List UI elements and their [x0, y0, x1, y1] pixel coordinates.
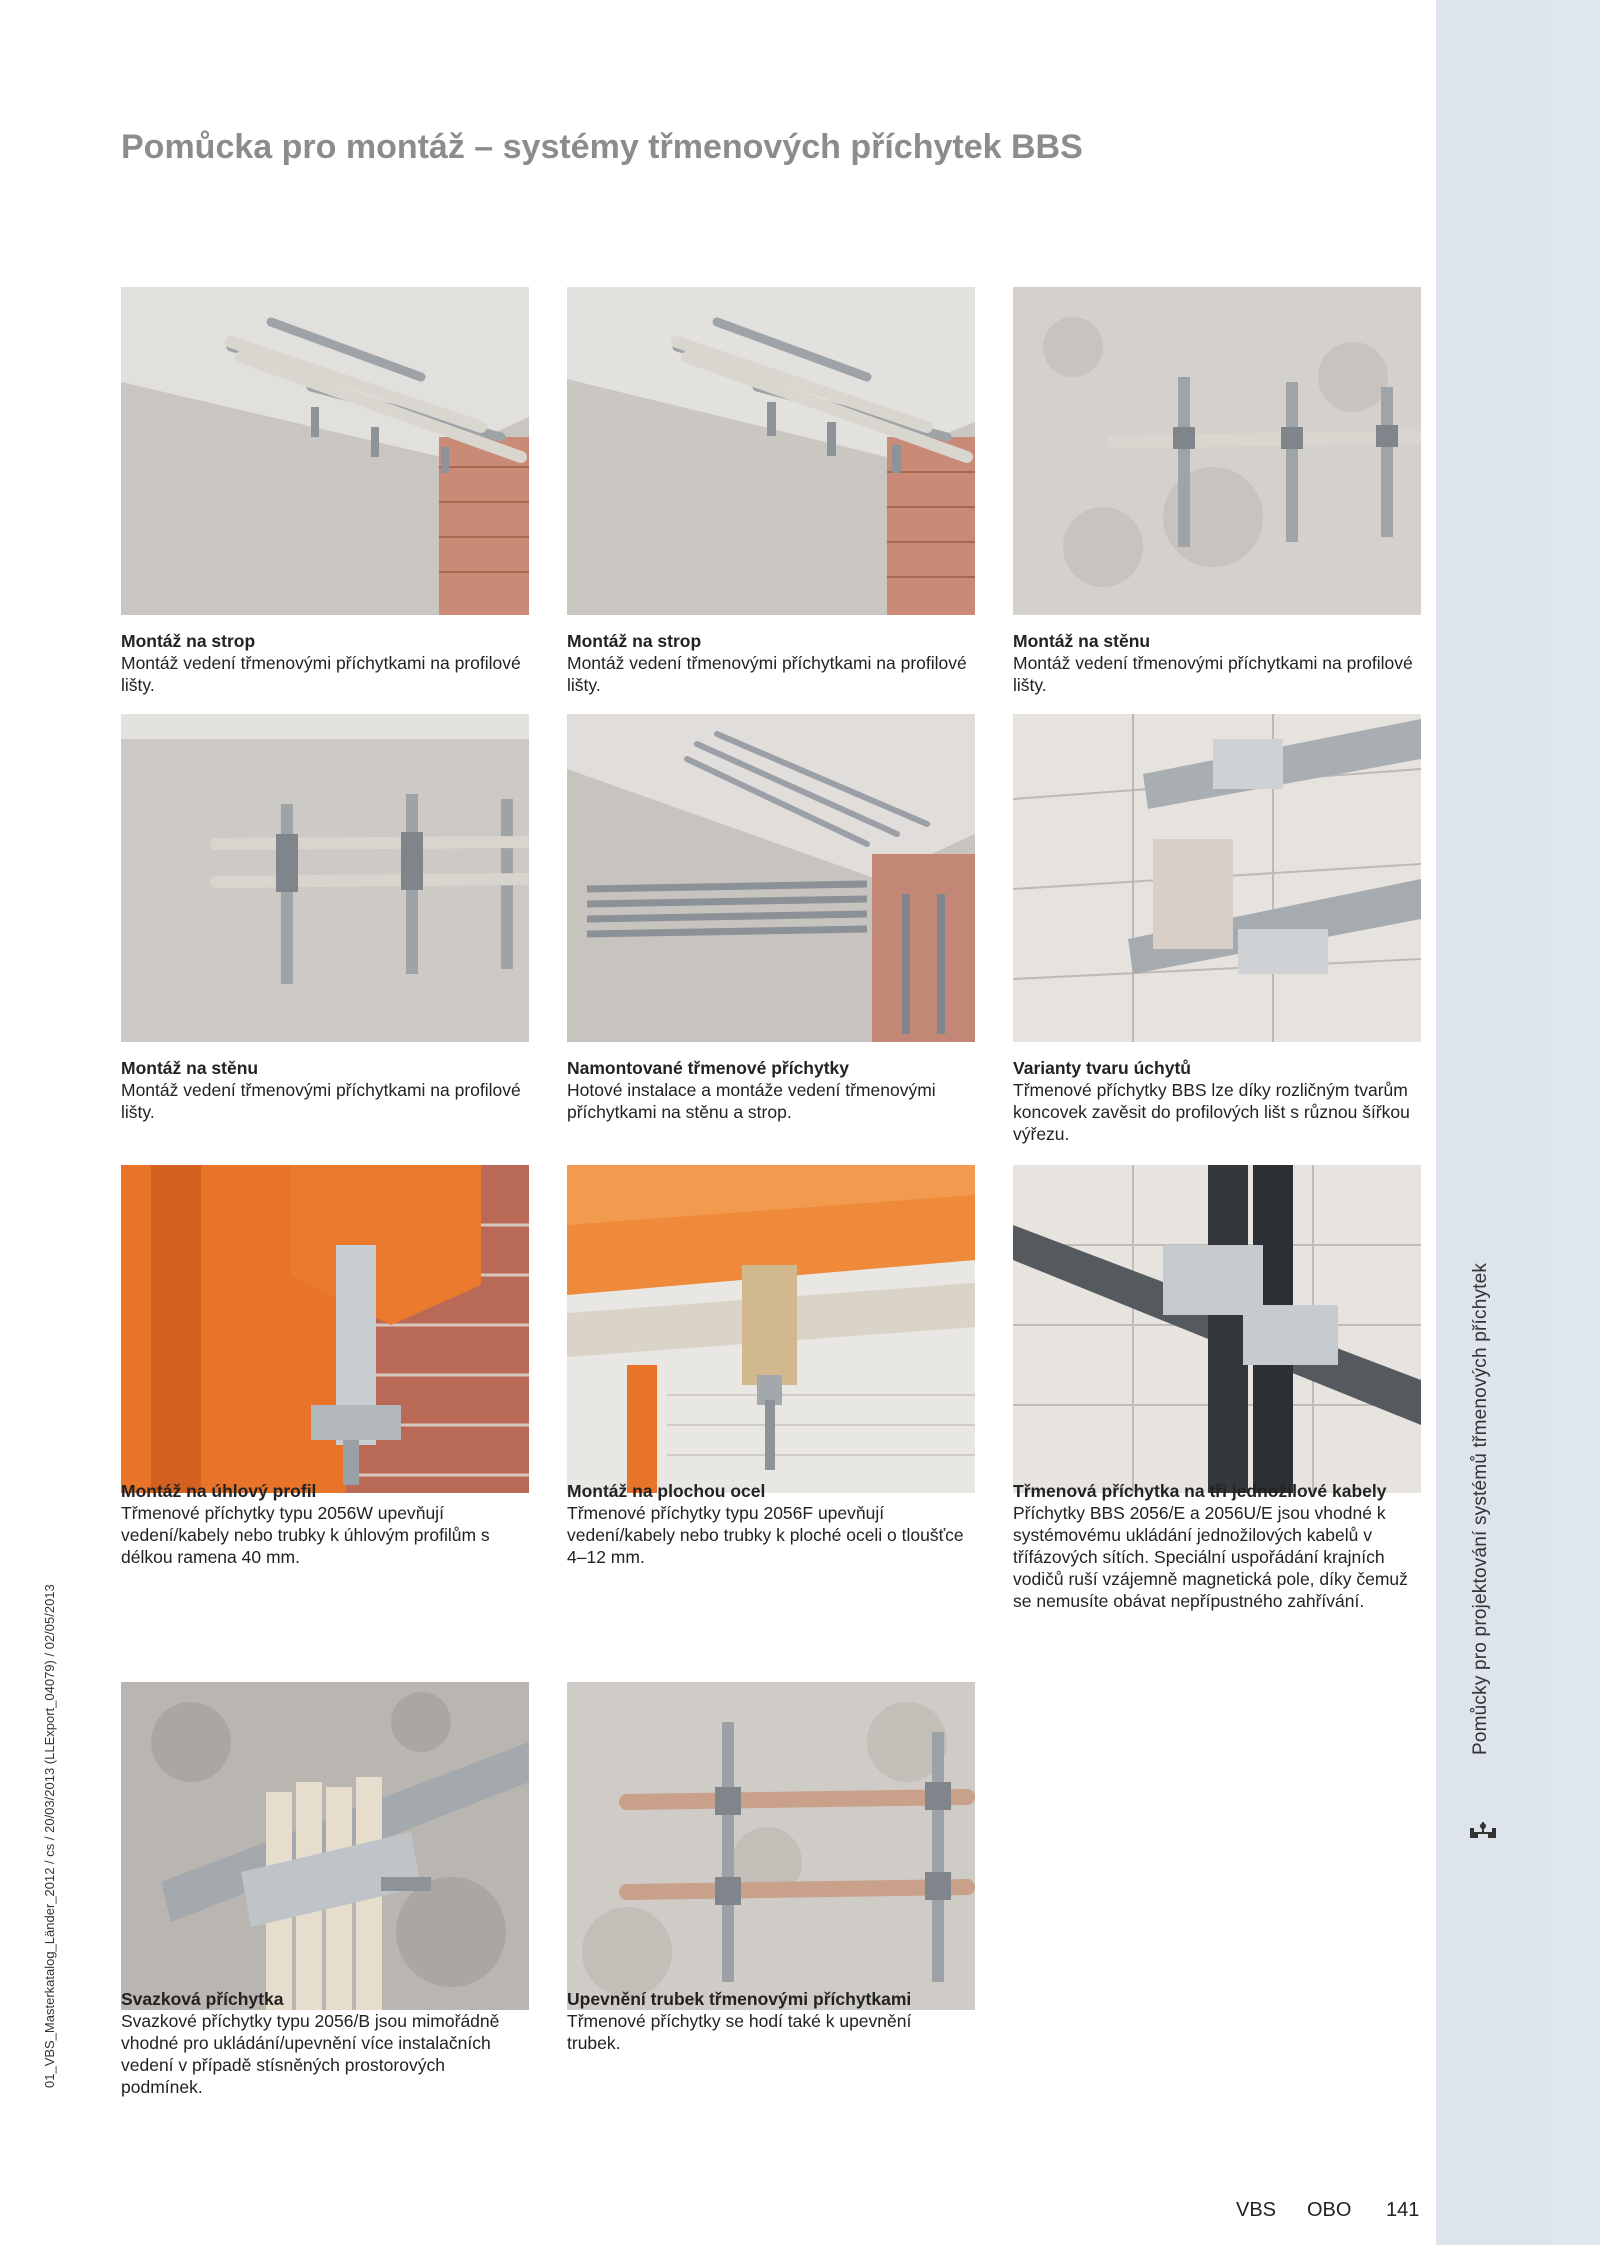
- caption-title: Montáž na stěnu: [1013, 631, 1151, 651]
- side-strip: [1436, 0, 1550, 2245]
- photo-wall-mount-2: [121, 714, 529, 1042]
- caption-title: Namontované třmenové příchytky: [567, 1058, 850, 1078]
- caption-10: [121, 1988, 521, 2098]
- clamp-icon: [1466, 1820, 1500, 1846]
- caption-6: [1013, 1057, 1413, 1145]
- caption-title: Třmenová příchytka na tři jednožilové kabely: [1013, 1481, 1387, 1501]
- caption-title: Montáž na strop: [121, 631, 256, 651]
- caption-text: Třmenové příchytky BBS lze díky rozličným tvarům koncovek zavěsit do profilových lišt s různou šířkou výřezu.: [1013, 1080, 1410, 1144]
- caption-text: Třmenové příchytky typu 2056W upevňují vedení/kabely nebo trubky k úhlovým profilům s délkou ramena 40 mm.: [121, 1503, 490, 1567]
- footer-brand-vbs: VBS: [1236, 2199, 1277, 2221]
- caption-text: Svazkové příchytky typu 2056/B jsou mimořádně vhodné pro ukládání/upevnění více instalačních vedení v případě stísněných prostorových podmínek.: [121, 2011, 500, 2097]
- photo-pipe-mounting: [567, 1682, 975, 2010]
- caption-2: [567, 630, 967, 696]
- caption-9: [1013, 1480, 1413, 1612]
- caption-title: Montáž na stěnu: [121, 1058, 259, 1078]
- page-number: 141: [1386, 2199, 1420, 2221]
- caption-3: [1013, 630, 1413, 696]
- caption-title: Varianty tvaru úchytů: [1013, 1058, 1191, 1078]
- photo-ceiling-mount-1: [121, 287, 529, 615]
- page-title: Pomůcka pro montáž – systémy třmenových příchytek BBS: [121, 128, 1083, 166]
- caption-7: [121, 1480, 521, 1568]
- caption-text: Třmenové příchytky se hodí také k upevnění trubek.: [567, 2011, 912, 2053]
- photo-ceiling-mount-2: [567, 287, 975, 615]
- caption-4: [121, 1057, 521, 1123]
- caption-text: Hotové instalace a montáže vedení třmenovými příchytkami na stěnu a strop.: [567, 1080, 936, 1122]
- photo-flat-steel: [567, 1165, 975, 1493]
- caption-text: Montáž vedení třmenovými příchytkami na profilové lišty.: [121, 653, 521, 695]
- caption-title: Montáž na plochou ocel: [567, 1481, 766, 1501]
- document-meta: 01_VBS_Masterkatalog_Länder_2012 / cs / 20/03/2013 (LLExport_04079) / 02/05/2013: [42, 1584, 57, 2088]
- caption-title: Montáž na úhlový profil: [121, 1481, 317, 1501]
- caption-text: Montáž vedení třmenovými příchytkami na profilové lišty.: [121, 1080, 521, 1122]
- caption-5: [567, 1057, 967, 1123]
- side-title: Pomůcky pro projektování systémů třmenových příchytek: [1470, 1262, 1491, 1755]
- photo-angle-profile: [121, 1165, 529, 1493]
- photo-mounted-clamps: [567, 714, 975, 1042]
- caption-text: Třmenové příchytky typu 2056F upevňují vedení/kabely nebo trubky k ploché oceli o tloušťce 4–12 mm.: [567, 1503, 964, 1567]
- photo-clamp-variants: [1013, 714, 1421, 1042]
- caption-text: Příchytky BBS 2056/E a 2056U/E jsou vhodné k systémovému ukládání jednožilových kabelů v třífázových sítích. Speciální uspořádání krajních vodičů ruší vzájemně magnetická pole, díky čemuž se nemusíte obávat nepřípustného zahřívání.: [1013, 1503, 1408, 1611]
- caption-8: [567, 1480, 967, 1568]
- caption-text: Montáž vedení třmenovými příchytkami na profilové lišty.: [567, 653, 967, 695]
- caption-title: Svazková příchytka: [121, 1989, 284, 2009]
- caption-title: Upevnění trubek třmenovými příchytkami: [567, 1989, 912, 2009]
- caption-11: [567, 1988, 967, 2054]
- photo-three-cable-clamp: [1013, 1165, 1421, 1493]
- caption-title: Montáž na strop: [567, 631, 702, 651]
- caption-text: Montáž vedení třmenovými příchytkami na profilové lišty.: [1013, 653, 1413, 695]
- photo-wall-mount-1: [1013, 287, 1421, 615]
- caption-1: [121, 630, 521, 696]
- photo-bundle-clamp: [121, 1682, 529, 2010]
- footer-brand-obo: OBO: [1307, 2199, 1352, 2221]
